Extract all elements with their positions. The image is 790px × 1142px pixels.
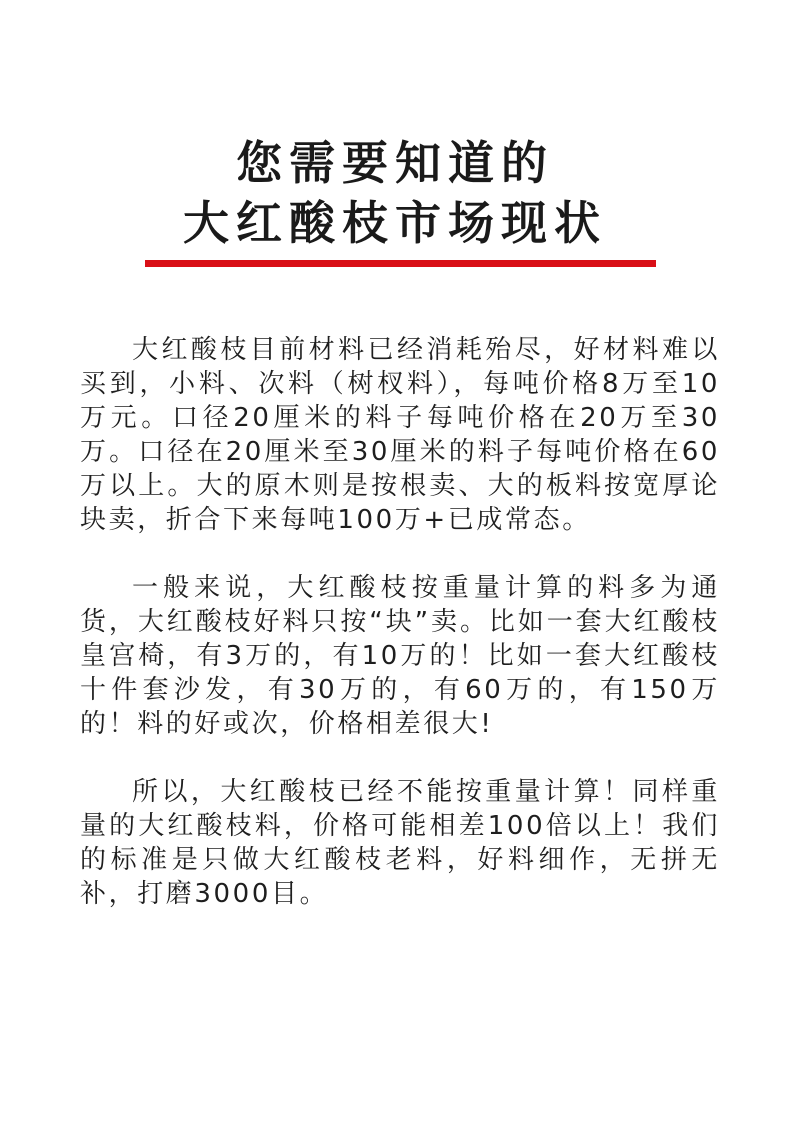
- paragraph-market-prices: 大红酸枝目前材料已经消耗殆尽，好材料难以买到，小料、次料（树杈料），每吨价格8万至10万元。口径20厘米的料子每吨价格在20万至30万。口径在20厘米至30厘米的料子每吨价格在60万以上。大的原木则是按根卖、大的板料按宽厚论块卖，折合下来每吨100万+已成常态。: [80, 335, 720, 535]
- title-underline-bar: [145, 260, 656, 267]
- title-line-2: 大红酸枝市场现状: [183, 196, 607, 250]
- title-block: [0, 136, 790, 250]
- paragraph-our-standard: 所以，大红酸枝已经不能按重量计算！同样重量的大红酸枝料，价格可能相差100倍以上！我们的标准是只做大红酸枝老料，好料细作，无拼无补，打磨3000目。: [80, 777, 720, 909]
- paragraph-sold-by-piece: 一般来说，大红酸枝按重量计算的料多为通货，大红酸枝好料只按“块”卖。比如一套大红酸枝皇宫椅，有3万的，有10万的！比如一套大红酸枝十件套沙发，有30万的，有60万的，有150万的！料的好或次，价格相差很大!: [80, 573, 720, 739]
- article-body: [80, 333, 720, 911]
- title-line-1: 您需要知道的: [236, 136, 554, 190]
